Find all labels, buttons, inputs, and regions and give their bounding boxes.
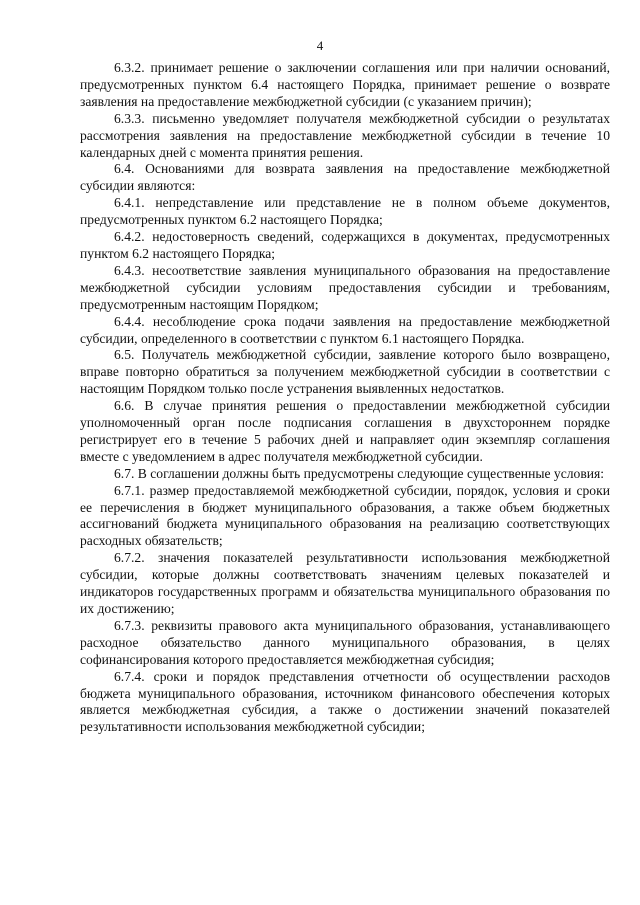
paragraph-6-4-3: 6.4.3. несоответствие заявления муниципального образования на предоставление межбюджетной субсидии условиям предоставления субсидии и требованиям, предусмотренным настоящим Порядком; [80,262,610,312]
paragraph-6-7-1: 6.7.1. размер предоставляемой межбюджетной субсидии, порядок, условия и сроки ее перечисления в бюджет муниципального образования, а также объем бюджетных ассигнований бюджета муниципального образования на реализацию соответствующих расходных обязательств; [80,482,610,549]
paragraph-6-3-3: 6.3.3. письменно уведомляет получателя межбюджетной субсидии о результатах рассмотрения заявления на предоставление межбюджетной субсидии в течение 10 календарных дней с момента принятия решения. [80,110,610,160]
paragraph-6-6: 6.6. В случае принятия решения о предоставлении межбюджетной субсидии уполномоченный орган после подписания соглашения в двухстороннем порядке регистрирует его в течение 5 рабочих дней и направляет один экземпляр соглашения вместе с уведомлением в адрес получателя межбюджетной субсидии. [80,398,610,464]
paragraph-6-4-4: 6.4.4. несоблюдение срока подачи заявления на предоставление межбюджетной субсидии, определенного в соответствии с пунктом 6.1 настоящего Порядка. [80,313,610,346]
paragraph-6-4: 6.4. Основаниями для возврата заявления на предоставление межбюджетной субсидии являются: [80,161,610,194]
paragraph-6-4-2: 6.4.2. недостоверность сведений, содержащихся в документах, предусмотренных пунктом 6.2 настоящего Порядка; [80,229,610,261]
paragraph-6-4-1: 6.4.1. непредставление или представление не в полном объеме документов, предусмотренных пунктом 6.2 настоящего Порядка; [80,195,610,228]
paragraph-6-3-2: 6.3.2. принимает решение о заключении соглашения или при наличии оснований, предусмотренных пунктом 6.4 настоящего Порядка, принимает решение о возврате заявления на предоставление межбюджетной субсидии (с указанием причин); [80,60,610,109]
paragraph-6-7-3: 6.7.3. реквизиты правового акта муниципального образования, устанавливающего расходное обязательство данного муниципального образования, в целях софинансирования которого предоставляется межбюджетная субсидия; [80,617,610,667]
paragraph-6-7-2: 6.7.2. значения показателей результативности использования межбюджетной субсидии, которые должны соответствовать значениям целевых показателей и индикаторов государственных программ и обязательства муниципального образования по их достижению; [80,550,610,616]
paragraph-6-7: 6.7. В соглашении должны быть предусмотрены следующие существенные условия: [114,465,605,481]
page-number: 4 [316,38,324,53]
document-body [80,60,610,736]
paragraph-6-5: 6.5. Получатель межбюджетной субсидии, заявление которого было возвращено, вправе повторно обратиться за получением межбюджетной субсидии в соответствии с настоящим Порядком только после устранения выявленных недостатков. [80,347,610,397]
paragraph-6-7-4: 6.7.4. сроки и порядок представления отчетности об осуществлении расходов бюджета муниципального образования, источником финансового обеспечения которых является межбюджетная субсидия, а также о достижении значений показателей результативности использования межбюджетной субсидии; [80,668,610,735]
